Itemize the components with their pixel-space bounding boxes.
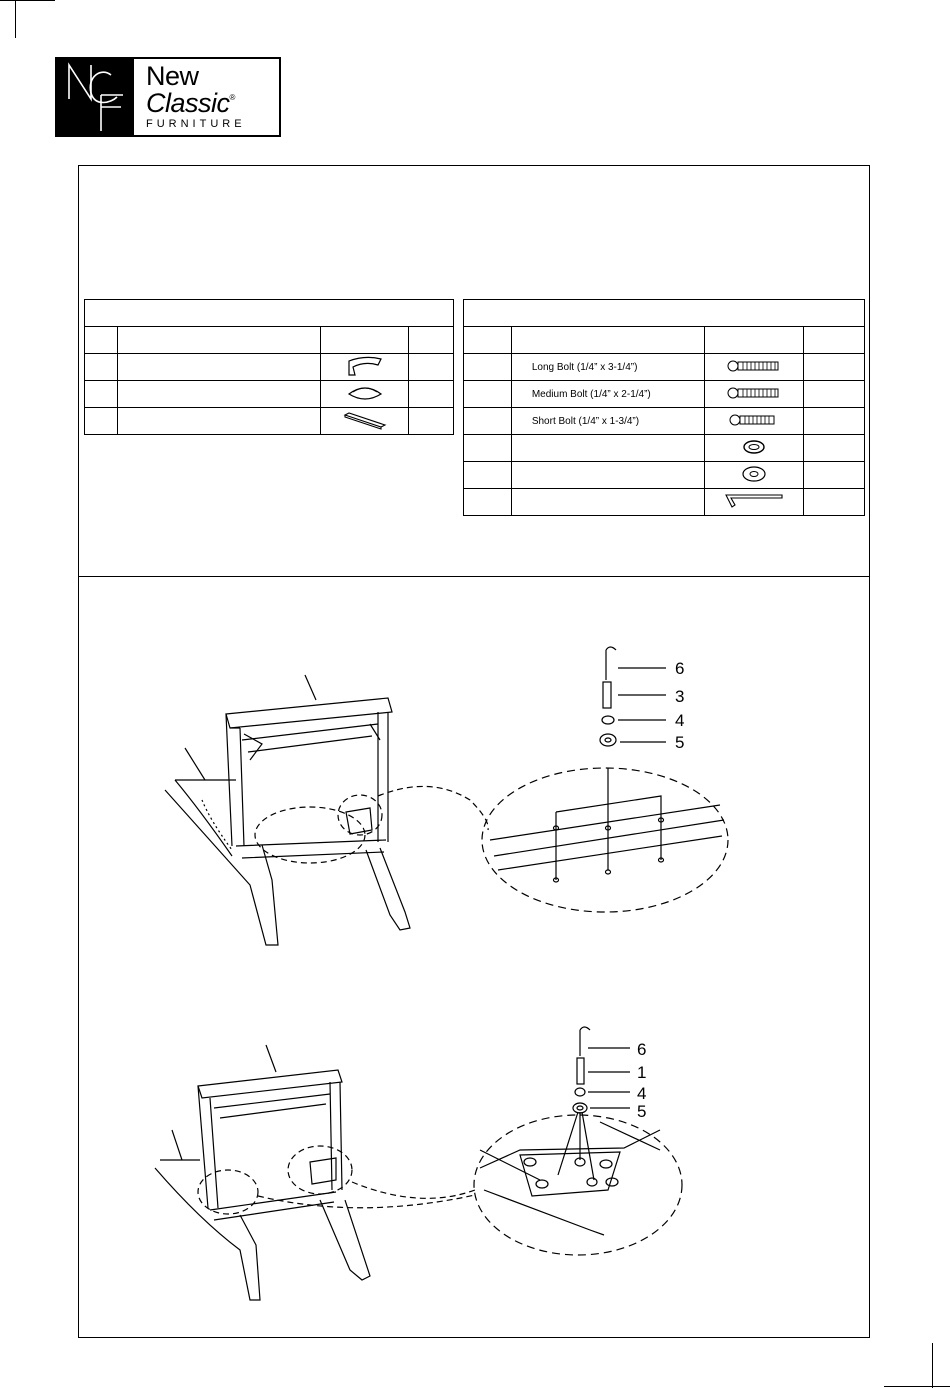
hardware-label: Long Bolt (1/4” x 3-1/4”) (511, 354, 705, 381)
step1-callout-3: 3 (675, 687, 685, 706)
step2-callout-6: 6 (637, 1040, 647, 1059)
step1-callout-4: 4 (675, 711, 685, 730)
step2-callout-1: 1 (637, 1063, 647, 1082)
hardware-label: Medium Bolt (1/4” x 2-1/4”) (511, 381, 705, 408)
step1-chair-drawing (165, 675, 488, 945)
logo-word-classic: Classic® (146, 88, 235, 118)
step1-callout-5: 5 (675, 733, 685, 752)
step2-detail-drawing (474, 1027, 682, 1255)
logo-word-furniture: FURNITURE (146, 118, 246, 130)
step2-callout-4: 4 (637, 1084, 647, 1103)
step2-chair-drawing (155, 1045, 475, 1300)
step2-callout-5: 5 (637, 1102, 647, 1121)
step1-callout-6: 6 (675, 659, 685, 678)
step1-detail-drawing (482, 647, 728, 912)
logo-word-new: New (146, 61, 199, 91)
hardware-label: Short Bolt (1/4” x 1-3/4”) (511, 408, 705, 435)
